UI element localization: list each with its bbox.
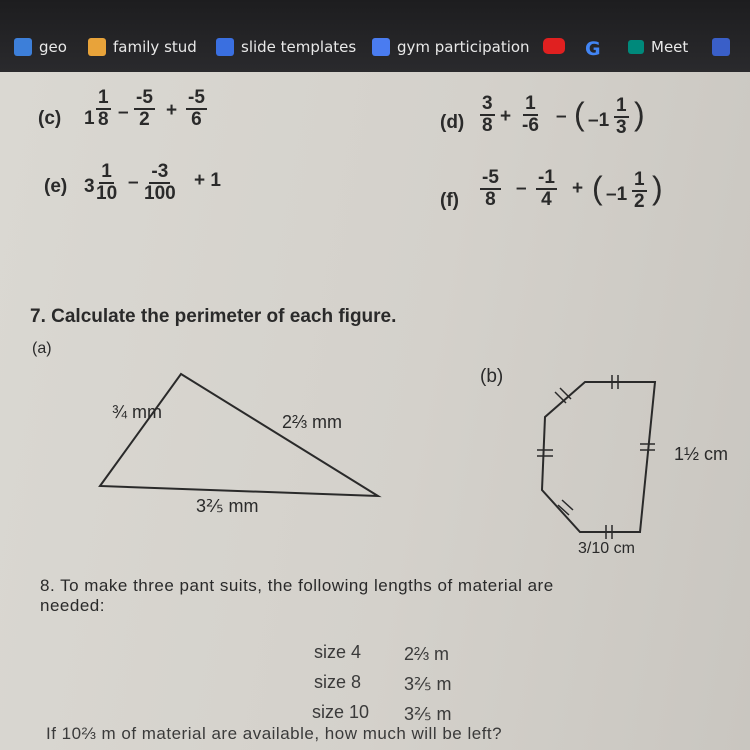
question-8-text: 8. To make three pant suits, the following lengths of material are xyxy=(40,576,554,595)
frac-f1: $\frac{-5}{8}$ xyxy=(482,167,499,210)
triangle-right-side: 2⅔ mm xyxy=(282,412,343,432)
op-e2: + 1 xyxy=(194,170,221,191)
bookmark-label: gym participation xyxy=(397,38,530,56)
bookmark-label: geo xyxy=(39,38,67,56)
google-icon: G xyxy=(585,38,601,60)
op-d1: + xyxy=(500,106,512,127)
bookmark-extra[interactable] xyxy=(712,38,730,56)
whole-c: 1 xyxy=(84,108,95,129)
size-row-label: size 10 xyxy=(312,702,370,722)
hexagon-right-side: 1½ cm xyxy=(674,444,729,464)
folder-icon xyxy=(712,38,730,56)
paren-f-open: ( xyxy=(592,170,603,206)
op-c2: + xyxy=(166,100,178,121)
triangle-left-side: ¾ mm xyxy=(112,402,163,422)
size-row-length: 2⅔ m xyxy=(404,644,450,664)
size-row-length: 3⅖ m xyxy=(404,704,452,724)
bookmark-label: Meet xyxy=(651,38,689,56)
frac-c3: $\frac{-5}{6}$ xyxy=(188,87,205,130)
person-square-icon xyxy=(14,38,32,56)
docs-icon xyxy=(372,38,390,56)
whole-e: 3 xyxy=(84,176,95,197)
worksheet-page xyxy=(0,72,750,750)
frac-c2: $\frac{-5}{2}$ xyxy=(136,87,153,130)
bookmark-label: family stud xyxy=(113,38,197,56)
frac-d2: $\frac{1}{-6}$ xyxy=(522,93,539,136)
frac-d1: $\frac{3}{8}$ xyxy=(482,93,493,136)
youtube-icon xyxy=(543,38,565,54)
frac-f3: $\frac{1}{2}$ xyxy=(634,169,645,212)
op-e1: – xyxy=(128,172,139,193)
hexagon-figure xyxy=(542,382,655,532)
bookmark-meet[interactable] xyxy=(628,38,688,56)
tick-marks xyxy=(537,375,655,539)
bookmark-gym-participation[interactable] xyxy=(372,38,530,56)
frac-e1: $\frac{1}{10}$ xyxy=(96,161,118,204)
size-row-label: size 8 xyxy=(314,672,362,692)
paren-d-open: ( xyxy=(574,96,585,132)
size-row-label: size 4 xyxy=(314,642,362,662)
label-7b: (b) xyxy=(480,366,504,387)
label-f: (f) xyxy=(440,190,459,211)
bookmark-slide-templates[interactable] xyxy=(216,38,356,56)
triangle-bottom-side: 3⅖ mm xyxy=(196,496,259,516)
frac-c1: $\frac{1}{8}$ xyxy=(98,87,109,130)
bookmark-youtube[interactable] xyxy=(543,38,565,54)
question-8-last-line: If 10⅔ m of material are available, how much will be left? xyxy=(46,724,503,743)
question-8-text-2: needed: xyxy=(40,596,105,615)
person-square-icon xyxy=(88,38,106,56)
triangle-figure xyxy=(100,374,378,496)
slides-icon xyxy=(216,38,234,56)
paren-f-close: ) xyxy=(652,170,663,206)
neg-d: –1 xyxy=(588,110,610,131)
frac-f2: $\frac{-1}{4}$ xyxy=(538,167,555,210)
op-f2: + xyxy=(572,178,584,199)
bookmark-google[interactable] xyxy=(585,38,601,60)
label-d: (d) xyxy=(440,112,465,133)
bookmark-family-stud[interactable] xyxy=(88,38,197,56)
op-f1: – xyxy=(516,178,527,199)
meet-icon xyxy=(628,40,644,54)
bookmarks-bar xyxy=(0,0,750,72)
label-c: (c) xyxy=(38,108,62,129)
label-e: (e) xyxy=(44,176,68,197)
frac-e2: $\frac{-3}{100}$ xyxy=(144,161,176,204)
question-7-title: 7. Calculate the perimeter of each figure. xyxy=(30,306,397,327)
op-c1: – xyxy=(118,102,129,123)
bookmark-geo[interactable] xyxy=(14,38,67,56)
label-7a: (a) xyxy=(32,340,52,357)
size-row-length: 3⅖ m xyxy=(404,674,452,694)
bookmark-label: slide templates xyxy=(241,38,357,56)
hexagon-bottom-side: 3/10 cm xyxy=(578,540,635,557)
op-d2: – xyxy=(556,106,567,127)
neg-f: –1 xyxy=(606,184,628,205)
paren-d-close: ) xyxy=(634,96,645,132)
frac-d3: $\frac{1}{3}$ xyxy=(616,95,627,138)
